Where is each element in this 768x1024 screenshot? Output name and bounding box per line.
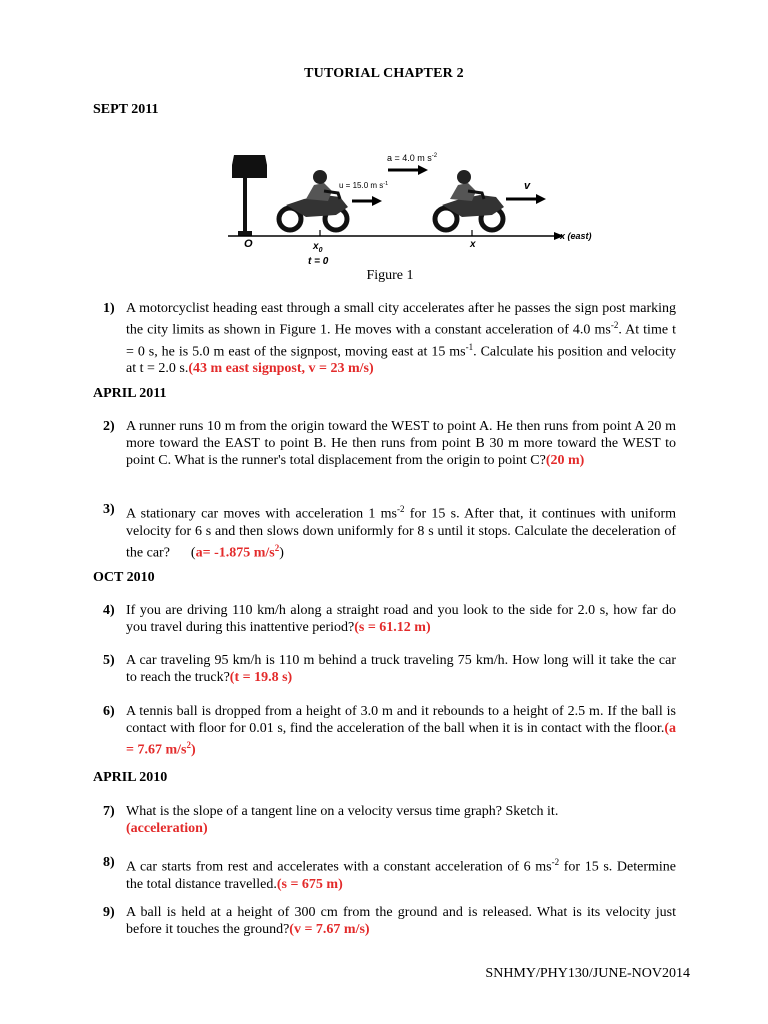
question-number: 1) [103, 301, 115, 316]
answer: (v = 7.67 m/s) [289, 922, 370, 937]
superscript: -2 [397, 504, 405, 514]
question-number: 5) [103, 653, 115, 668]
question-text: . Calculate his position and velocity at t = 2.0 s. [126, 344, 676, 377]
t0-label: t = 0 [308, 256, 329, 265]
question-7 [93, 803, 676, 837]
answer: a= -1.875 m/s [195, 545, 275, 561]
superscript: -1 [465, 341, 474, 352]
axis-label: x (east) [560, 231, 592, 241]
motorcycle-icon [279, 170, 348, 230]
accel-label: a = 4.0 m $s^{-2}$ [387, 153, 438, 163]
question-1 [93, 300, 676, 377]
question-text: . At time t = 0 s, he is 5.0 m east of the signpost, moving east at 15 ms [126, 322, 677, 360]
initial-velocity-label: u = 15.0 m $s^{-1}$ [339, 181, 389, 190]
question-number: 6) [103, 704, 115, 719]
question-text: A ball is held at a height of 300 cm from the ground and is released. What is its velocity just before it touches the ground? [126, 905, 676, 937]
question-2 [93, 418, 676, 469]
question-number: 2) [103, 419, 115, 434]
motorcycle-icon [435, 170, 504, 230]
section-heading: SEPT 2011 [93, 102, 159, 117]
superscript: 2 [186, 740, 191, 750]
answer: (20 m) [545, 453, 585, 468]
superscript: -2 [551, 857, 560, 867]
page-title: TUTORIAL CHAPTER 2 [304, 66, 464, 81]
velocity-label: v [524, 180, 531, 192]
answer: (acceleration) [126, 821, 208, 836]
page-footer: SNHMY/PHY130/JUNE-NOV2014 [485, 966, 690, 981]
question-text: A tennis ball is dropped from a height of 3.0 m and it rebounds to a height of 2.5 m. If the ball is contact with floor for 0.01 s, find the acceleration of the ball when it is in contact with the floor. [126, 704, 676, 736]
section-heading: APRIL 2010 [93, 770, 168, 785]
question-3 [93, 501, 676, 561]
answer: (s = 61.12 m) [354, 620, 431, 635]
answer: (t = 19.8 s) [229, 670, 293, 685]
question-number: 4) [103, 603, 115, 618]
question-text: What is the slope of a tangent line on a velocity versus time graph? Sketch it. [126, 804, 559, 819]
question-4 [93, 602, 676, 636]
question-text: A car starts from rest and accelerates with a constant acceleration of 6 ms [126, 859, 552, 875]
question-5 [93, 652, 676, 686]
question-text: A stationary car moves with acceleration 1 ms [126, 506, 397, 522]
question-number: 7) [103, 804, 115, 819]
question-text: If you are driving 110 km/h along a straight road and you look to the side for 2.0 s, how far do you travel during this inattentive period? [126, 603, 676, 635]
answer: (a = 7.67 m/s [126, 721, 676, 758]
bracket: ) [190, 742, 196, 758]
question-text: A car traveling 95 km/h is 110 m behind a truck traveling 75 km/h. How long will it take the car to reach the truck? [126, 653, 676, 685]
question-9 [93, 904, 676, 938]
question-8 [93, 854, 676, 893]
question-text: A runner runs 10 m from the origin toward the WEST to point A. He then runs from point A 20 m more toward the EAST to point B. He then runs from point B 30 m more toward the WEST to point C. What is the runner's total displacement from the origin to point C? [126, 419, 676, 468]
question-text: for 15 s. Determine the total distance travelled. [126, 859, 676, 892]
answer: (s = 675 m) [276, 876, 343, 892]
figure-caption: Figure 1 [366, 268, 414, 283]
bracket: ( [190, 545, 196, 561]
question-number: 8) [103, 855, 115, 870]
bracket: ) [279, 545, 284, 561]
answer: (43 m east signpost, v = 23 m/s) [188, 361, 374, 377]
x0-label: $x_0$ [313, 241, 323, 254]
question-6 [93, 703, 676, 759]
question-text: for 15 s. After that, it continues with uniform velocity for 6 s and then slows down uniformly for 8 s until it stops. Calculate the deceleration of the car? [126, 506, 676, 561]
question-number: 9) [103, 905, 115, 920]
section-heading: APRIL 2011 [93, 386, 167, 401]
section-heading: OCT 2010 [93, 570, 155, 585]
motorcycle-figure [224, 143, 596, 265]
signpost-icon [232, 155, 267, 236]
question-number: 3) [103, 502, 115, 517]
superscript: 2 [274, 542, 280, 553]
origin-label: O [244, 238, 253, 250]
x-label: x [470, 239, 476, 250]
superscript: -2 [610, 320, 619, 330]
question-text: A motorcyclist heading east through a small city accelerates after he passes the sign post marking the city limits as shown in Figure 1. He moves with a constant acceleration of 4.0 ms [126, 301, 676, 338]
